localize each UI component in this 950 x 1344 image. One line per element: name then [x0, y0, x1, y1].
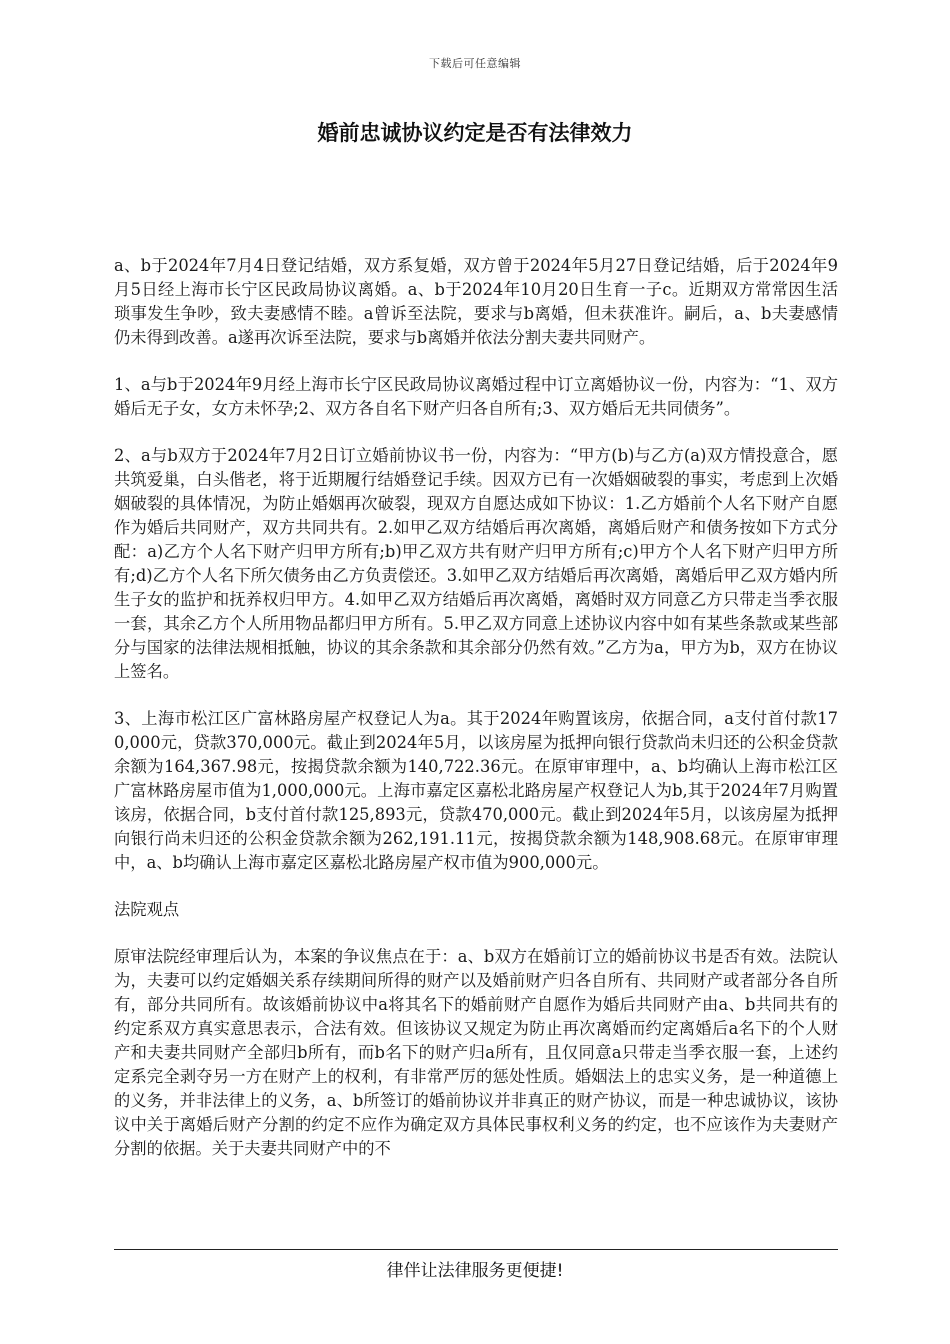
- paragraph-court-opinion: 原审法院经审理后认为，本案的争议焦点在于：a、b双方在婚前订立的婚前协议书是否有效。法院认为，夫妻可以约定婚姻关系存续期间所得的财产以及婚前财产归各自所有、共同财产或者部分各自所有，部分共同所有。故该婚前协议中a将其名下的婚前财产自愿作为婚后共同财产由a、b共同共有的约定系双方真实意思表示，合法有效。但该协议又规定为防止再次离婚而约定离婚后a名下的个人财产和夫妻共同财产全部归b所有，而b名下的财产归a所有，且仅同意a只带走当季衣服一套，上述约定系完全剥夺另一方在财产上的权利，有非常严厉的惩处性质。婚姻法上的忠实义务，是一种道德上的义务，并非法律上的义务，a、b所签订的婚前协议并非真正的财产协议，而是一种忠诚协议，该协议中关于离婚后财产分割的约定不应作为确定双方具体民事权利义务的约定，也不应该作为夫妻财产分割的依据。关于夫妻共同财产中的不: [114, 947, 838, 1158]
- document-title: 婚前忠诚协议约定是否有法律效力: [317, 121, 633, 145]
- footer-slogan: 律伴让法律服务更便捷!: [386, 1261, 564, 1281]
- page-header-note: 下载后可任意编辑: [429, 57, 521, 70]
- paragraph-background: a、b于2024年7月4日登记结婚，双方系复婚，双方曾于2024年5月27日登记结婚，后于2024年9月5日经上海市长宁区民政局协议离婚。a、b于2024年10月20日生育一子c。近期双方常常因生活琐事发生争吵，致夫妻感情不睦。a曾诉至法院，要求与b离婚，但未获准许。嗣后，a、b夫妻感情仍未得到改善。a遂再次诉至法院，要求与b离婚并依法分割夫妻共同财产。: [114, 256, 838, 347]
- paragraph-fact-1: 1、a与b于2024年9月经上海市长宁区民政局协议离婚过程中订立离婚协议一份，内容为：“1、双方婚后无子女，女方未怀孕;2、双方各自名下财产归各自所有;3、双方婚后无共同债务”。: [114, 375, 838, 418]
- paragraph-fact-2: 2、a与b双方于2024年7月2日订立婚前协议书一份，内容为：“甲方(b)与乙方(a)双方情投意合，愿共筑爱巢，白头偕老，将于近期履行结婚登记手续。因双方已有一次婚姻破裂的事实，考虑到上次婚姻破裂的具体情况，为防止婚姻再次破裂，现双方自愿达成如下协议：1.乙方婚前个人名下财产自愿作为婚后共同财产，双方共同共有。2.如甲乙双方结婚后再次离婚，离婚后财产和债务按如下方式分配：a)乙方个人名下财产归甲方所有;b)甲乙双方共有财产归甲方所有;c)甲方个人名下财产归甲方所有;d)乙方个人名下所欠债务由乙方负责偿还。3.如甲乙双方结婚后再次离婚，离婚后甲乙双方婚内所生子女的监护和抚养权归甲方。4.如甲乙双方结婚后再次离婚，离婚时双方同意乙方只带走当季衣服一套，其余乙方个人所用物品都归甲方所有。5.甲乙双方同意上述协议内容中如有某些条款或某些部分与国家的法律法规相抵触，协议的其余条款和其余部分仍然有效。”乙方为a，甲方为b，双方在协议上签名。: [114, 446, 838, 681]
- document-body: [114, 254, 838, 1184]
- section-heading-court-opinion: 法院观点: [114, 900, 180, 919]
- footer-divider: [114, 1249, 838, 1250]
- paragraph-fact-3: 3、上海市松江区广富林路房屋产权登记人为a。其于2024年购置该房，依据合同，a支付首付款170,000元，贷款370,000元。截止到2024年5月，以该房屋为抵押向银行贷款尚未归还的公积金贷款余额为164,367.98元，按揭贷款余额为140,722.36元。在原审审理中，a、b均确认上海市松江区广富林路房屋市值为1,000,000元。上海市嘉定区嘉松北路房屋产权登记人为b,其于2024年7月购置该房，依据合同，b支付首付款125,893元，贷款470,000元。截止到2024年5月，以该房屋为抵押向银行尚未归还的公积金贷款余额为262,191.11元，按揭贷款余额为148,908.68元。在原审审理中，a、b均确认上海市嘉定区嘉松北路房屋产权市值为900,000元。: [114, 709, 838, 872]
